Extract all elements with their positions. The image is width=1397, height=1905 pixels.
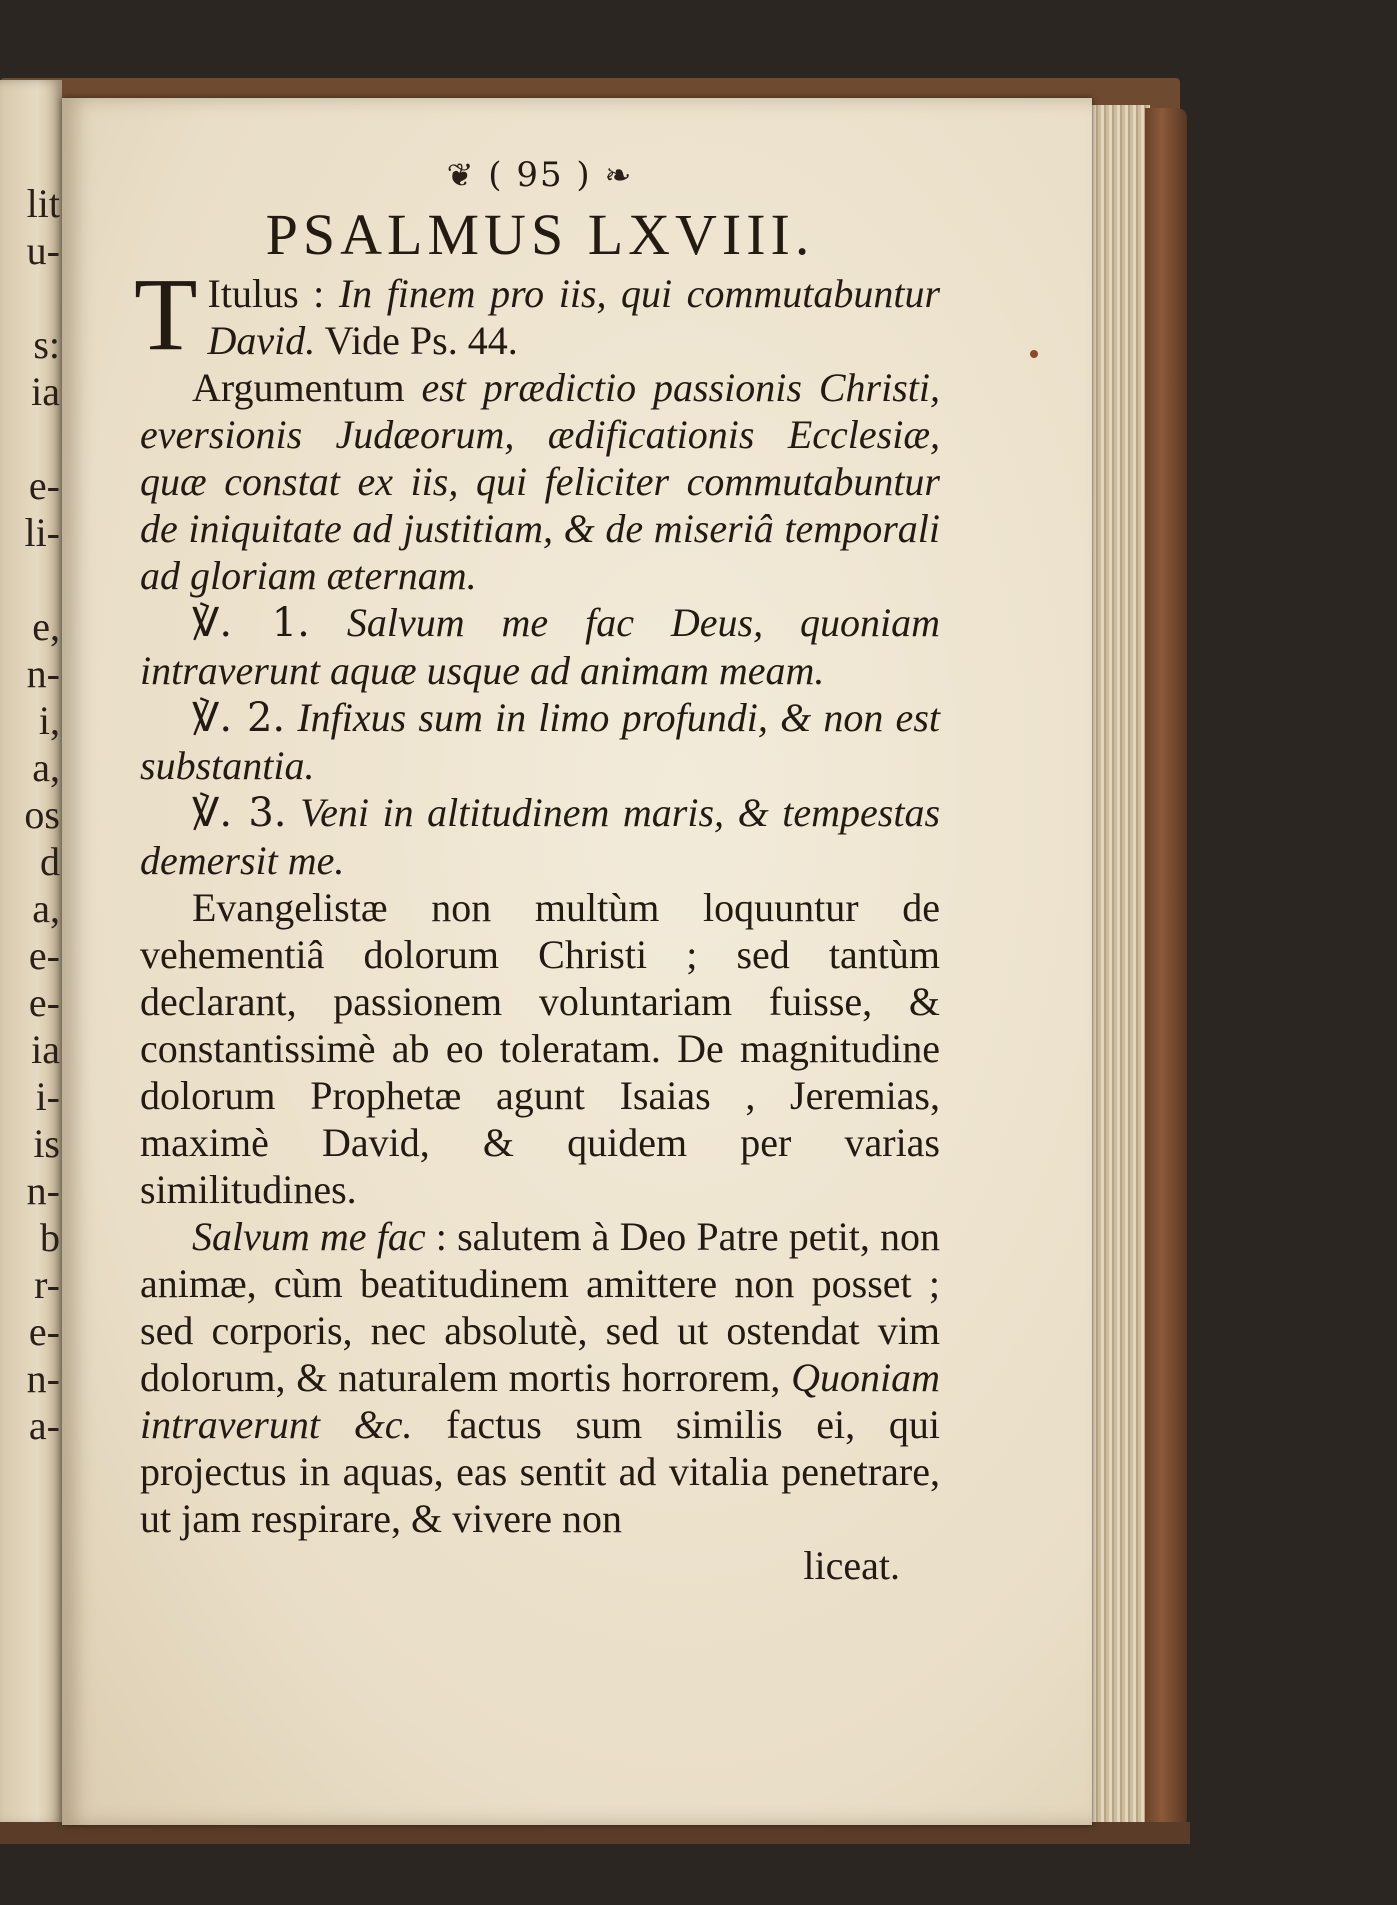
titulus-paragraph [134,257,941,372]
titulus-tail: Vide Ps. 44. [324,318,518,363]
ornament-right-icon: ❧ [604,156,634,194]
verse-3 [140,789,940,884]
commentary-paragraph-2 [140,1213,940,1542]
verse-2 [140,694,940,789]
verse-text: Infixus sum in limo profundi, & non est substantia. [140,695,940,788]
commentary-last-word: liceat. [803,1543,900,1588]
left-page-fragments: lit u- s: ia e- li- e, n- i, a, os d a, e- e- ia i- is n- b r- e- n- a- [24,181,60,1448]
verse-mark: ℣. 3. [192,790,287,836]
book-cover-bottom [0,1822,1190,1844]
verse-text: Veni in altitudinem maris, & tempestas demersit me. [140,790,941,883]
argumentum-text: est prædictio passionis Christi, eversionis Judæorum, ædificationis Ecclesiæ, quæ constat ex iis, qui feliciter commutabuntur de iniquitate ad justitiam, & de miseriâ temporali ad gloriam æternam. [140,365,940,598]
argumentum-lead: Argumentum [192,365,405,410]
commentary-text-a: : salutem à Deo Patre petit, non animæ, cùm beatitudinem amittere non posset ; sed corporis, nec absolutè, sed ut ostendat vim dolorum, & naturalem mortis horrorem, [140,1214,941,1400]
page-text [134,150,941,1589]
commentary-italic-lead: Salvum me fac [192,1214,426,1259]
ornament-left-icon: ❦ [446,156,476,194]
page-title: PSALMUS LXVIII. [265,202,815,267]
verse-mark: ℣. 1. [192,600,310,646]
verse-1 [140,599,940,694]
drop-cap: T [134,257,198,372]
argumentum-paragraph [140,364,940,599]
page-number: ( 95 ) [488,155,592,195]
verse-text: Salvum me fac Deus, quoniam intraverunt aquæ usque ad animam meam. [140,600,941,693]
titulus-label: Itulus : [207,271,325,316]
book-cover-right [1145,108,1187,1828]
ink-spot [1030,350,1038,358]
titulus-italic: In finem pro iis, qui commutabuntur David. [207,271,941,363]
page-header [140,150,940,200]
verse-mark: ℣. 2. [192,695,286,741]
commentary-text-b: factus sum similis ei, qui projectus in aquas, eas sentit ad vitalia penetrare, ut jam respirare, & vivere non [140,1402,940,1541]
commentary-italic-mid: Quoniam intraverunt &c. [140,1355,941,1447]
page-edges [1090,105,1150,1825]
commentary-paragraph-1: Evangelistæ non multùm loquuntur de vehementiâ dolorum Christi ; sed tantùm declarant, passionem voluntariam fuisse, & constantissimè ab eo toleratam. De magnitudine dolorum Prophetæ agunt Isaias , Jeremias, maximè David, & quidem per varias similitudines. [140,885,940,1212]
